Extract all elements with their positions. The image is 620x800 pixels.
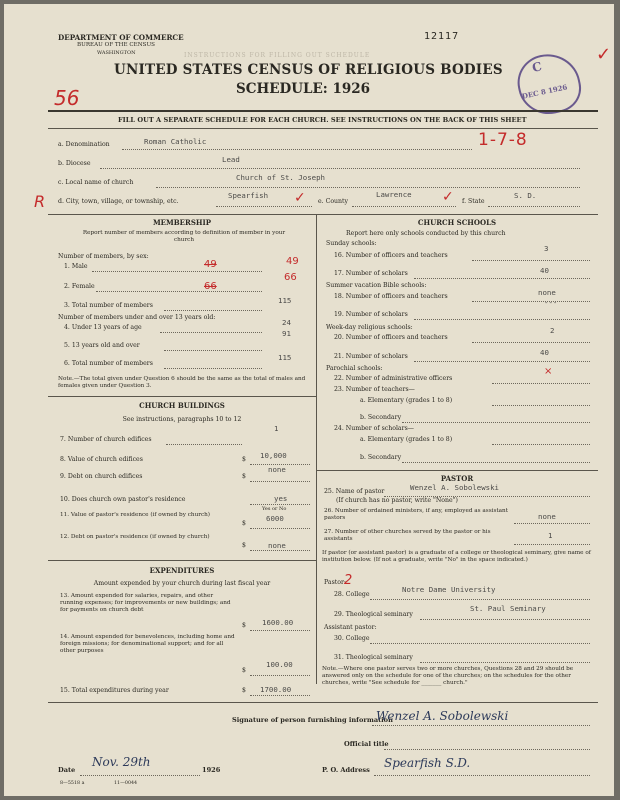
- column-divider: [316, 214, 317, 684]
- q15-value: 1700.00: [260, 685, 292, 694]
- section-rule: [48, 214, 598, 215]
- q16-label: 16. Number of officers and teachers: [334, 252, 448, 259]
- sunday-schools-label: Sunday schools:: [326, 240, 377, 247]
- county-label: e. County: [318, 198, 349, 205]
- q17-value: 40: [540, 266, 549, 275]
- graduate-note: If pastor (or assistant pastor) is a graduate of a college or theological seminary, give name of institution below. (If not a graduate, write "No" in the space indicated.): [322, 550, 591, 564]
- q27-value: 1: [548, 531, 553, 540]
- official-title-label: Official title: [344, 740, 389, 748]
- church-schools-heading: CHURCH SCHOOLS: [417, 218, 497, 227]
- q9-dollar: $: [242, 473, 246, 480]
- q11-value: 6000: [266, 514, 284, 523]
- city-label: d. City, town, village, or township, etc.: [58, 198, 179, 205]
- q13-label: 13. Amount expended for salaries, repairs, and other running expenses; for improvements or new buildings; and for payments on church debt: [60, 593, 231, 614]
- yes-or-no-caption: Yes or No: [262, 506, 287, 512]
- q18-label: 18. Number of officers and teachers: [334, 293, 448, 300]
- q10-value: yes: [274, 494, 288, 503]
- q31-label: 31. Theological seminary: [334, 654, 413, 661]
- q24b-label: b. Secondary: [360, 454, 402, 461]
- bureau-city: WASHINGTON: [97, 50, 136, 56]
- expenditures-heading: EXPENDITURES: [149, 566, 215, 575]
- pastor-label: Pastor:: [324, 579, 347, 586]
- church-buildings-intro: See instructions, paragraphs 10 to 12: [122, 416, 242, 423]
- q10-label: 10. Does church own pastor's residence: [60, 496, 186, 503]
- membership-intro: Report number of members according to definition of member in your church: [82, 230, 286, 244]
- age-intro: Number of members under and over 13 years old:: [58, 314, 216, 321]
- q5-value: 91: [282, 329, 291, 338]
- q15-dollar: $: [242, 687, 246, 694]
- county-check-mark: ✓: [442, 189, 454, 205]
- q1-value: 49: [286, 256, 299, 267]
- q30-label: 30. College: [334, 635, 370, 642]
- q14-dollar: $: [242, 667, 246, 674]
- q25-label: 25. Name of pastor: [324, 488, 385, 495]
- q8-value: 10,000: [260, 451, 287, 460]
- form-title: UNITED STATES CENSUS OF RELIGIOUS BODIES: [114, 62, 503, 78]
- q7-value: 1: [274, 424, 279, 433]
- q28-label: 28. College: [334, 591, 370, 598]
- check-mark: ✓: [596, 44, 612, 65]
- q11-dollar: $: [242, 520, 246, 527]
- q8-dollar: $: [242, 456, 246, 463]
- church-buildings-heading: CHURCH BUILDINGS: [139, 401, 225, 410]
- q14-label: 14. Amount expended for benevolences, including home and foreign missions; for denominational support; and for all other purposes: [60, 634, 235, 655]
- handwritten-mark-2: 2: [344, 573, 353, 588]
- q21-label: 21. Number of scholars: [334, 353, 408, 360]
- city-check-mark: ✓: [294, 190, 306, 206]
- church-schools-intro: Report here only schools conducted by this church: [346, 230, 506, 237]
- q26-value: none: [538, 512, 556, 521]
- po-address-value: Spearfish S.D.: [384, 756, 471, 770]
- q19-value: ---: [544, 298, 558, 307]
- q2-value: 66: [284, 272, 297, 283]
- q4-value: 24: [282, 318, 291, 327]
- q11-label: 11. Value of pastor's residence (if owned by church): [60, 512, 211, 518]
- fill-instructions: FILL OUT A SEPARATE SCHEDULE FOR EACH CHURCH. SEE INSTRUCTIONS ON THE BACK OF THIS SHEET: [118, 116, 527, 124]
- q6-label: 6. Total number of members: [64, 360, 153, 367]
- q12-value: none: [268, 541, 286, 550]
- q9-label: 9. Debt on church edifices: [60, 473, 143, 480]
- q25-note: (If church has no pastor, write "None"): [336, 497, 458, 504]
- q1-struck-value: 49: [204, 259, 217, 270]
- handwritten-mark-56: 56: [54, 86, 80, 110]
- title-rule: [48, 110, 598, 112]
- stamp-letter: C: [530, 59, 544, 75]
- q12-label: 12. Debt on pastor's residence (if owned by church): [60, 534, 210, 540]
- signature-value: Wenzel A. Sobolewski: [376, 709, 509, 723]
- county-value: Lawrence: [376, 190, 412, 199]
- q23b-label: b. Secondary: [360, 414, 402, 421]
- q28-value: Notre Dame University: [402, 585, 496, 594]
- diocese-value: Lead: [222, 155, 240, 164]
- signature-label: Signature of person furnishing information: [232, 716, 393, 724]
- summer-schools-label: Summer vacation Bible schools:: [326, 282, 427, 289]
- q7-label: 7. Number of church edifices: [60, 436, 152, 443]
- pastor-heading: PASTOR: [440, 474, 474, 483]
- q29-value: St. Paul Seminary: [470, 604, 546, 613]
- serial-number: 12117: [424, 31, 460, 42]
- q8-label: 8. Value of church edifices: [60, 456, 143, 463]
- q20-value: 2: [550, 326, 555, 335]
- q16-value: 3: [544, 244, 549, 253]
- q6-value: 115: [278, 353, 292, 362]
- city-value: Spearfish: [228, 191, 269, 200]
- denomination-value: Roman Catholic: [144, 137, 207, 146]
- weekday-schools-label: Week-day religious schools:: [326, 324, 413, 331]
- local-name-label: c. Local name of church: [58, 179, 134, 186]
- q9-value: none: [268, 465, 286, 474]
- state-value: S. D.: [514, 191, 537, 200]
- date-year: 1926: [202, 766, 221, 774]
- q25-value: Wenzel A. Sobolewski: [410, 483, 499, 492]
- q3-value: 115: [278, 296, 292, 305]
- q20-label: 20. Number of officers and teachers: [334, 334, 448, 341]
- q21-value: 40: [540, 348, 549, 357]
- q29-label: 29. Theological seminary: [334, 611, 413, 618]
- handwritten-mark-178: 1-7-8: [478, 130, 528, 150]
- state-label: f. State: [462, 198, 485, 205]
- stamp-date: DEC 8 1926: [521, 82, 569, 101]
- q4-label: 4. Under 13 years of age: [64, 324, 142, 331]
- q5-label: 5. 13 years old and over: [64, 342, 140, 349]
- q1-label: 1. Male: [64, 263, 88, 270]
- q13-value: 1600.00: [262, 618, 294, 627]
- q17-label: 17. Number of scholars: [334, 270, 408, 277]
- q13-dollar: $: [242, 622, 246, 629]
- q19-label: 19. Number of scholars: [334, 311, 408, 318]
- po-address-label: P. O. Address: [322, 766, 370, 774]
- bleed-through-text: INSTRUCTIONS FOR FILLING OUT SCHEDULE: [184, 52, 371, 59]
- pastor-final-note: Note.—Where one pastor serves two or more churches, Questions 28 and 29 should be answered only on the schedule for one of the churches; on the schedules for the other churches, write "See schedule for _______ church.": [322, 666, 574, 687]
- parochial-schools-label: Parochial schools:: [326, 365, 383, 372]
- membership-heading: MEMBERSHIP: [152, 218, 212, 227]
- q24-label: 24. Number of scholars—: [334, 425, 414, 432]
- q18-value: none: [538, 288, 556, 297]
- expenditures-intro: Amount expended by your church during last fiscal year: [93, 580, 271, 587]
- local-name-value: Church of St. Joseph: [236, 173, 325, 182]
- form-subtitle: SCHEDULE: 1926: [236, 81, 371, 97]
- q23a-label: a. Elementary (grades 1 to 8): [360, 397, 453, 404]
- print-number: 11—0044: [114, 781, 138, 786]
- q2-label: 2. Female: [64, 283, 95, 290]
- denomination-label: a. Denomination: [58, 141, 110, 148]
- department-name: DEPARTMENT OF COMMERCE: [58, 33, 184, 42]
- membership-note: Note.—The total given under Question 6 should be the same as the total of males and females given under Question 3.: [58, 376, 306, 390]
- q22-mark: ×: [544, 366, 553, 377]
- q24a-label: a. Elementary (grades 1 to 8): [360, 436, 453, 443]
- q12-dollar: $: [242, 542, 246, 549]
- diocese-label: b. Diocese: [58, 160, 91, 167]
- date-value: Nov. 29th: [92, 755, 151, 769]
- census-form-sheet: [4, 4, 614, 796]
- q22-label: 22. Number of administrative officers: [334, 375, 453, 382]
- q3-label: 3. Total number of members: [64, 302, 153, 309]
- q26-label: 26. Number of ordained ministers, if any, employed as assistant pastors: [324, 508, 508, 522]
- q14-value: 100.00: [266, 660, 293, 669]
- q27-label: 27. Number of other churches served by the pastor or his assistants: [324, 529, 491, 543]
- bureau-name: BUREAU OF THE CENSUS: [77, 42, 156, 48]
- date-label: Date: [58, 766, 76, 774]
- by-sex-label: Number of members, by sex:: [58, 253, 149, 260]
- assistant-pastor-label: Assistant pastor:: [324, 624, 377, 631]
- instructions-rule: [48, 128, 598, 129]
- q23-label: 23. Number of teachers—: [334, 386, 415, 393]
- q15-label: 15. Total expenditures during year: [60, 687, 169, 694]
- handwritten-mark-r: R: [34, 192, 46, 211]
- form-number: 8—5518 a: [60, 781, 85, 786]
- q2-struck-value: 66: [204, 281, 217, 292]
